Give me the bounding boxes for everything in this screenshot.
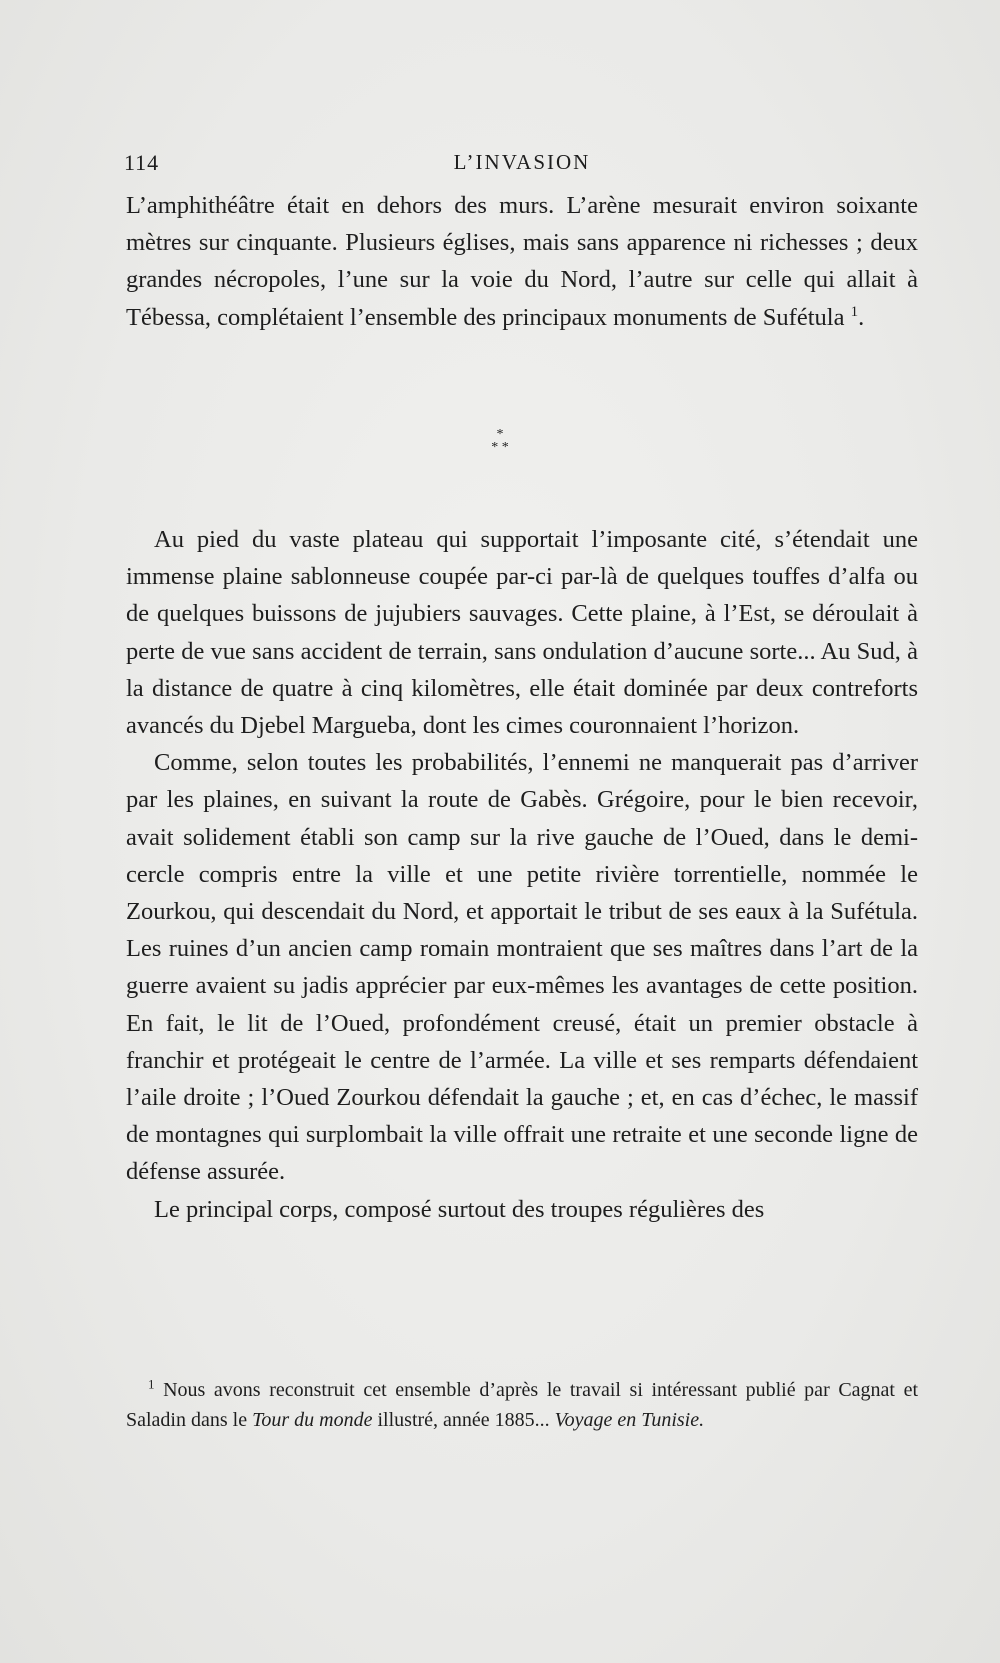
paragraph-1-text: L’amphithéâtre était en dehors des murs. L’arène mesurait environ soixante mètres sur cinquante. Plusieurs églises, mais sans apparence ni richesses ; deux grandes nécropoles, l’une sur la voie du Nord, l’autre sur celle qui allait à Tébessa, complétaient l’ensemble des principaux monuments de Sufétula [126,192,918,331]
footnote-reference: 1 [850,303,859,320]
asterism-icon: * * * [491,427,509,455]
page-header [124,150,920,180]
footnote-title: Tour du monde [252,1409,373,1431]
footnote [126,1375,918,1435]
footnote-text-a: Nous avons reconstruit cet ensemble d’après le travail si intéressant publié par Cagnat et Saladin dans le [126,1379,919,1431]
paragraph-1-end: . [858,303,865,331]
footnote-subtitle: Voyage en Tunisie. [554,1409,705,1431]
paragraph-3: Comme, selon toutes les probabilités, l’ennemi ne manquerait pas d’arriver par les plaines, en suivant la route de Gabès. Grégoire, pour le bien recevoir, avait solidement établi son camp sur la rive gauche de l’Oued, dans le demi-cercle compris entre la ville et une petite rivière torrentielle, nommée le Zourkou, qui descendait du Nord, et apportait le tribut de ses eaux à la Sufétula. Les ruines d’un ancien camp romain montraient que ses maîtres dans l’art de la guerre avaient su jadis apprécier par eux-mêmes les avantages de cette position. En fait, le lit de l’Oued, profondément creusé, était un premier obstacle à franchir et protégeait le centre de l’armée. La ville et ses remparts défendaient l’aile droite ; l’Oued Zourkou défendait la gauche ; et, en cas d’échec, le massif de montagnes qui surplombait la ville offrait une retraite et une seconde ligne de défense assurée. [126,749,918,1186]
running-title: L’INVASION [453,150,591,174]
footnote-mark: 1 [148,1376,155,1392]
paragraph-1 [126,187,918,336]
paragraph-2: Au pied du vaste plateau qui supportait l’imposante cité, s’étendait une immense plaine sablonneuse coupée par-ci par-là de quelques touffes d’alfa ou de quelques buissons de jujubiers sauvages. Cette plaine, à l’Est, se déroulait à perte de vue sans accident de terrain, sans ondulation d’aucune sorte... Au Sud, à la distance de quatre à cinq kilomètres, elle était dominée par deux contreforts avancés du Djebel Margueba, dont les cimes couronnaient l’horizon. [126,526,918,740]
page-number: 114 [124,150,160,175]
text-block-top [126,187,918,336]
footnote-text-b: illustré, année 1885... [372,1409,555,1431]
paragraph-4: Le principal corps, composé surtout des troupes régulières des [154,1195,765,1223]
text-block-main [126,521,918,1228]
footnote-paragraph [126,1375,918,1435]
section-separator [0,428,1000,454]
